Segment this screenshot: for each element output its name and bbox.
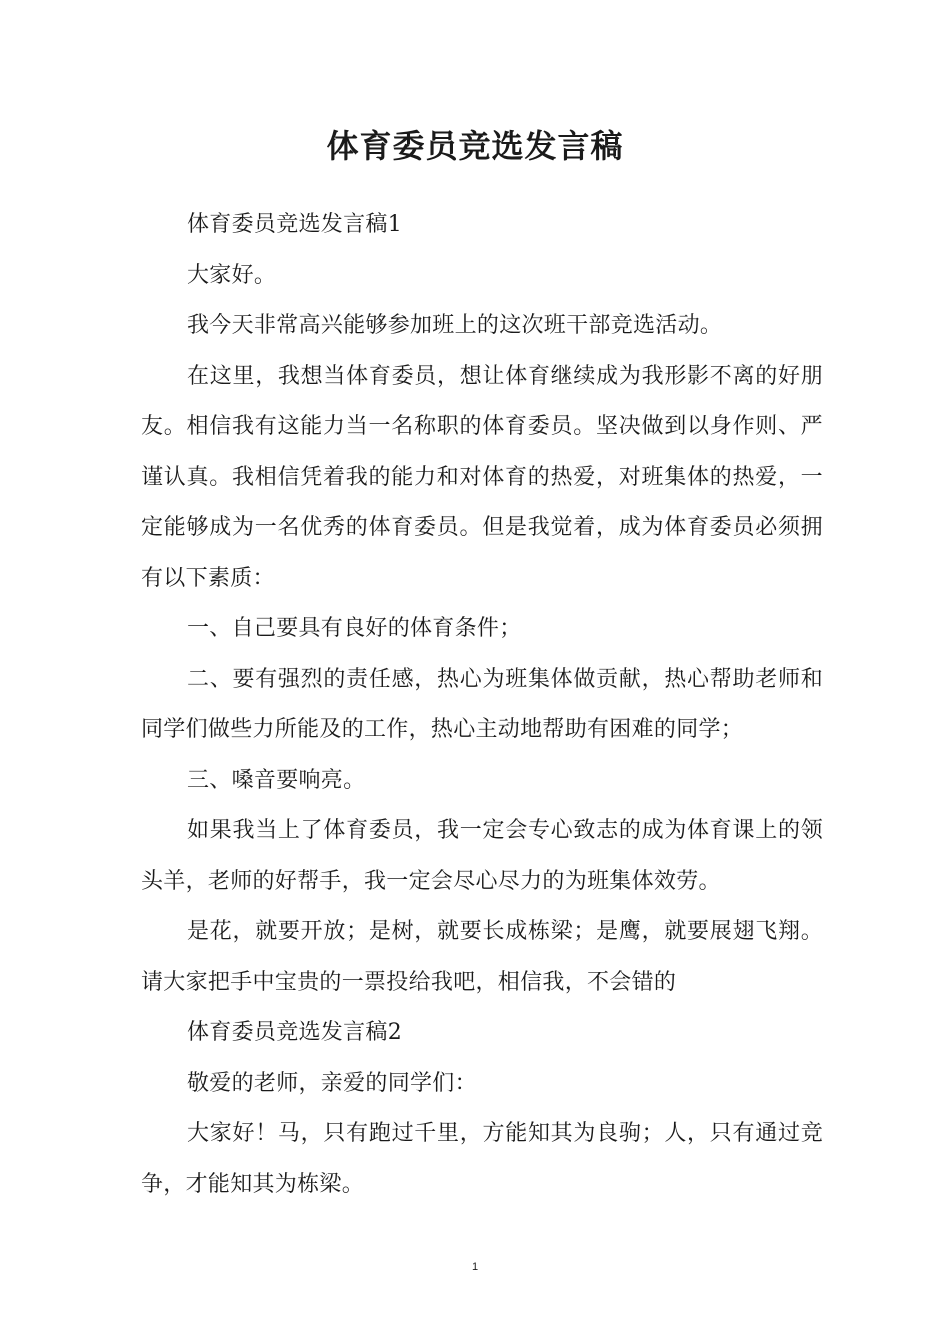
paragraph: 敬爱的老师，亲爱的同学们：	[187, 1070, 477, 1096]
document-title: 体育委员竞选发言稿	[326, 127, 624, 165]
list-item: 三、嗓音要响亮。	[187, 767, 366, 793]
list-item: 一、自己要具有良好的体育条件；	[187, 616, 522, 641]
paragraph: 是花，就要开放；是树，就要长成栋梁；是鹰，就要展翅飞翔。请大家把手中宝贵的一票投给我吧，相信我，不会错的	[141, 919, 823, 995]
paragraph: 如果我当上了体育委员，我一定会专心致志的成为体育课上的领头羊，老师的好帮手，我一定会尽心尽力的为班集体效劳。	[141, 818, 823, 894]
paragraph: 在这里，我想当体育委员，想让体育继续成为我形影不离的好朋友。相信我有这能力当一名称职的体育委员。坚决做到以身作则、严谨认真。我相信凭着我的能力和对体育的热爱，对班集体的热爱，一定能够成为一名优秀的体育委员。但是我觉着，成为体育委员必须拥有以下素质：	[141, 363, 823, 591]
list-item: 二、要有强烈的责任感，热心为班集体做贡献，热心帮助老师和同学们做些力所能及的工作，热心主动地帮助有困难的同学；	[141, 666, 823, 742]
paragraph-heading-1: 体育委员竞选发言稿1	[187, 212, 402, 237]
paragraph: 大家好。	[187, 262, 277, 288]
paragraph-heading-2: 体育委员竞选发言稿2	[187, 1020, 402, 1045]
paragraph: 大家好！马，只有跑过千里，方能知其为良驹；人，只有通过竞争，才能知其为栋梁。	[141, 1121, 823, 1197]
document-body	[141, 200, 823, 1210]
page-number: 1	[471, 1261, 479, 1273]
paragraph: 我今天非常高兴能够参加班上的这次班干部竞选活动。	[187, 313, 723, 338]
